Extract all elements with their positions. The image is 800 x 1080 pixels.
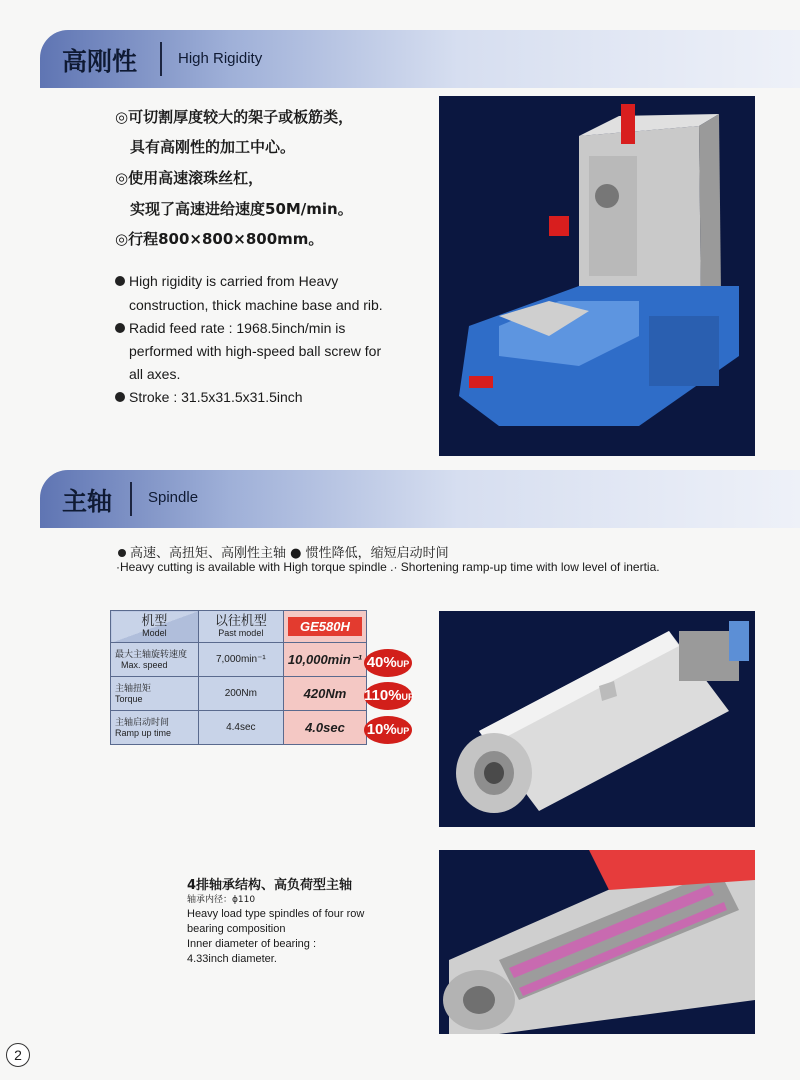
spindle-feature-cn: 高速、高扭矩、高刚性主轴 ● 惯性降低，缩短启动时间 bbox=[118, 542, 449, 561]
bearing-en-1: Heavy load type spindles of four row bbox=[187, 908, 365, 920]
cutaway-illustration bbox=[439, 850, 755, 1034]
en-feature-6: Stroke : 31.5x31.5x31.5inch bbox=[115, 389, 303, 405]
bearing-en-4: 4.33inch diameter. bbox=[187, 953, 277, 965]
page-number: 2 bbox=[6, 1043, 30, 1067]
table-row: 主轴启动时间 Ramp up time 4.4sec 4.0sec bbox=[111, 711, 367, 745]
bullet-icon bbox=[115, 276, 125, 286]
section-title-en: Spindle bbox=[148, 489, 199, 506]
section-title-en: High Rigidity bbox=[178, 50, 263, 67]
en-feature-4: performed with high-speed ball screw for bbox=[129, 343, 382, 359]
up-badge-torque: 110%UP bbox=[364, 682, 412, 710]
header-model: 机型 Model bbox=[111, 611, 199, 643]
spindle-image bbox=[439, 611, 755, 827]
up-badge-speed: 40%UP bbox=[364, 649, 412, 677]
title-divider bbox=[160, 42, 162, 76]
header-past-model: 以往机型 Past model bbox=[198, 611, 283, 643]
en-feature-5: all axes. bbox=[129, 366, 181, 382]
table-row: 主轴扭矩 Torque 200Nm 420Nm bbox=[111, 677, 367, 711]
machine-illustration bbox=[439, 96, 755, 456]
en-feature-2: construction, thick machine base and rib. bbox=[129, 297, 383, 313]
bearing-cutaway-image bbox=[439, 850, 755, 1034]
cn-feature-3: ◎使用高速滚珠丝杠， bbox=[115, 169, 264, 187]
bullet-icon bbox=[115, 392, 125, 402]
bullet-icon bbox=[115, 323, 125, 333]
spindle-illustration bbox=[439, 611, 755, 827]
bearing-subtitle-cn: 轴承内径：ϕ110 bbox=[187, 895, 256, 905]
section-title-cn: 主轴 bbox=[62, 487, 113, 516]
table-row: 最大主轴旋转速度 Max. speed 7,000min⁻¹ 10,000min⁻¹ bbox=[111, 643, 367, 677]
cn-feature-2: 具有高刚性的加工中心。 bbox=[130, 138, 296, 156]
title-divider bbox=[130, 482, 132, 516]
cn-feature-1: ◎可切割厚度较大的架子或板筋类， bbox=[115, 108, 354, 126]
cn-feature-5: ◎行程800×800×800mm。 bbox=[115, 230, 324, 248]
en-feature-1: High rigidity is carried from Heavy bbox=[115, 273, 338, 289]
up-badge-ramp: 10%UP bbox=[364, 716, 412, 744]
spec-comparison-table bbox=[110, 610, 367, 745]
bullet-icon bbox=[118, 549, 126, 557]
machine-structure-image bbox=[439, 96, 755, 456]
bearing-en-3: Inner diameter of bearing : bbox=[187, 938, 317, 950]
section-title-cn: 高刚性 bbox=[62, 47, 138, 76]
header-new-model: GE580H bbox=[283, 611, 366, 643]
section-header-high-rigidity bbox=[40, 30, 800, 88]
bearing-en-2: bearing composition bbox=[187, 923, 286, 935]
en-feature-3: Radid feed rate : 1968.5inch/min is bbox=[115, 320, 345, 336]
cn-feature-4: 实现了高速进给速度50M/min。 bbox=[130, 200, 353, 218]
bearing-title-cn: 4排轴承结构、高负荷型主轴 bbox=[187, 878, 353, 893]
spindle-feature-en: ·Heavy cutting is available with High torque spindle .· Shortening ramp-up time with low level of inertia. bbox=[116, 560, 660, 574]
